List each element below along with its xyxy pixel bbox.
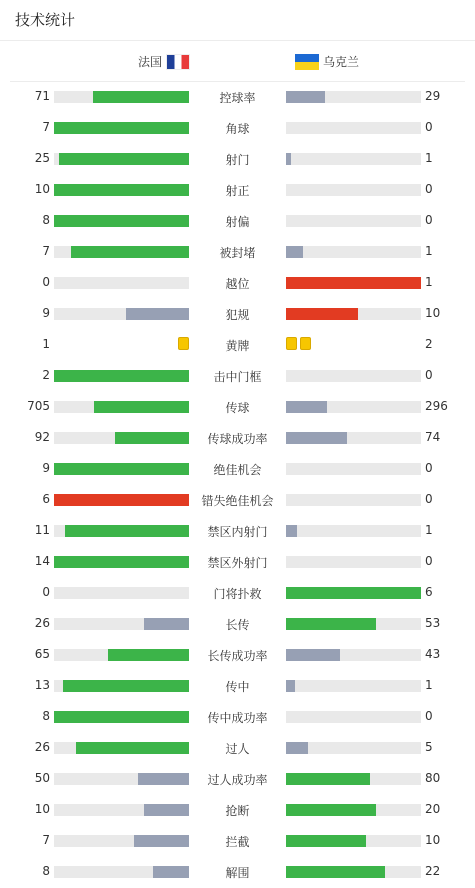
home-stat-value: 10 [34, 182, 50, 196]
stat-row [0, 795, 475, 826]
home-stat-bar-track [54, 370, 189, 382]
home-stat-bar-track [54, 711, 189, 723]
home-stat-bar-track [54, 680, 189, 692]
home-stat-value: 0 [42, 275, 50, 289]
home-stat-bar-track [54, 556, 189, 568]
stat-row [0, 857, 475, 888]
france-flag-icon [166, 54, 190, 70]
stat-row [0, 175, 475, 206]
page-header [0, 0, 475, 41]
away-stat-value: 22 [425, 864, 441, 878]
away-stat-value: 1 [425, 275, 433, 289]
away-stat-bar-track [286, 277, 421, 289]
away-stat-value: 0 [425, 368, 433, 382]
away-stat-bar [286, 277, 421, 289]
stat-label: 黄牌 [225, 339, 250, 353]
away-stat-bar-track [286, 866, 421, 878]
home-stat-bar-track [54, 184, 189, 196]
away-stat-bar-track [286, 184, 421, 196]
home-stat-bar-track [54, 587, 189, 599]
stat-row [0, 392, 475, 423]
away-stat-value: 29 [425, 89, 441, 103]
home-stat-value: 50 [34, 771, 50, 785]
away-stat-bar-track [286, 556, 421, 568]
away-stat-bar [286, 835, 366, 847]
stat-row [0, 268, 475, 299]
stat-row [0, 82, 475, 113]
home-stat-value: 7 [42, 244, 50, 258]
home-stat-value: 6 [42, 492, 50, 506]
home-stat-bar [94, 401, 189, 413]
away-stat-bar-track [286, 742, 421, 754]
home-stat-value: 8 [42, 864, 50, 878]
stat-label: 抢断 [225, 804, 250, 818]
stat-row [0, 423, 475, 454]
away-stat-bar-track [286, 308, 421, 320]
home-stat-value: 0 [42, 585, 50, 599]
away-stat-value: 0 [425, 709, 433, 723]
away-stat-bar [286, 246, 303, 258]
stat-row [0, 113, 475, 144]
stat-label: 禁区内射门 [207, 525, 268, 539]
stat-row [0, 485, 475, 516]
stat-label: 控球率 [219, 91, 256, 105]
stat-label: 长传成功率 [207, 649, 268, 663]
away-stat-value: 10 [425, 833, 441, 847]
home-stat-bar-track [54, 866, 189, 878]
stat-label: 错失绝佳机会 [201, 494, 274, 508]
away-stat-bar [286, 804, 376, 816]
home-stat-bar-track [54, 773, 189, 785]
home-stat-bar-track [54, 153, 189, 165]
away-stat-value: 1 [425, 151, 433, 165]
stat-row [0, 764, 475, 795]
home-stat-bar [76, 742, 189, 754]
stat-row [0, 361, 475, 392]
away-stat-bar [286, 587, 421, 599]
stat-row [0, 237, 475, 268]
page-title: 技术统计 [15, 11, 76, 29]
home-stat-value: 65 [34, 647, 50, 661]
away-stat-value: 43 [425, 647, 441, 661]
stat-label: 门将扑救 [213, 587, 262, 601]
away-stat-bar-track [286, 432, 421, 444]
stat-label: 犯规 [225, 308, 250, 322]
home-stat-value: 71 [34, 89, 50, 103]
away-stat-bar [286, 308, 358, 320]
home-stat-bar [54, 711, 189, 723]
away-stat-bar-track [286, 773, 421, 785]
stat-label: 被封堵 [219, 246, 256, 260]
away-stat-value: 0 [425, 120, 433, 134]
home-stat-value: 7 [42, 120, 50, 134]
home-stat-bar [134, 835, 189, 847]
home-stat-bar [144, 618, 189, 630]
home-stat-bar [71, 246, 189, 258]
stat-label: 过人 [225, 742, 250, 756]
away-stat-value: 296 [425, 399, 448, 413]
home-stat-bar-track [54, 277, 189, 289]
away-stat-value: 1 [425, 244, 433, 258]
away-stat-value: 0 [425, 492, 433, 506]
away-stat-bar-track [286, 804, 421, 816]
away-stat-bar-track [286, 153, 421, 165]
home-stat-bar [138, 773, 189, 785]
away-stat-bar-track [286, 246, 421, 258]
stat-row [0, 640, 475, 671]
yellow-card-icon [286, 337, 297, 350]
away-stat-bar-track [286, 711, 421, 723]
stat-row [0, 671, 475, 702]
stat-label: 过人成功率 [207, 773, 268, 787]
home-stat-bar-track [54, 804, 189, 816]
home-stat-bar [59, 153, 189, 165]
stat-label: 禁区外射门 [207, 556, 268, 570]
stat-row [0, 206, 475, 237]
home-stat-bar [63, 680, 189, 692]
stat-label: 传球成功率 [207, 432, 268, 446]
away-stat-bar-track [286, 215, 421, 227]
home-stat-bar-track [54, 401, 189, 413]
stat-label: 传中成功率 [207, 711, 268, 725]
home-stat-value: 9 [42, 306, 50, 320]
away-stat-bar [286, 153, 291, 165]
away-stat-bar-track [286, 835, 421, 847]
away-stat-bar [286, 680, 295, 692]
stat-row [0, 826, 475, 857]
home-stat-bar-track [54, 494, 189, 506]
away-stat-value: 1 [425, 523, 433, 537]
away-stat-bar [286, 91, 325, 103]
stat-label: 角球 [225, 122, 250, 136]
home-stat-bar [54, 122, 189, 134]
away-stat-bar-track [286, 463, 421, 475]
stat-row [0, 578, 475, 609]
away-stat-bar-track [286, 680, 421, 692]
away-stat-bar-track [286, 370, 421, 382]
away-stat-value: 0 [425, 182, 433, 196]
away-stat-bar-track [286, 122, 421, 134]
away-stat-value: 74 [425, 430, 441, 444]
away-stat-bar-track [286, 401, 421, 413]
home-stat-value: 8 [42, 709, 50, 723]
away-stat-value: 5 [425, 740, 433, 754]
away-stat-bar [286, 866, 385, 878]
home-stat-bar-track [54, 432, 189, 444]
home-stat-bar [54, 215, 189, 227]
home-yellow-cards [178, 337, 189, 351]
home-stat-bar [153, 866, 189, 878]
away-yellow-cards [286, 337, 311, 351]
home-stat-bar-track [54, 835, 189, 847]
away-stat-value: 10 [425, 306, 441, 320]
away-stat-value: 20 [425, 802, 441, 816]
stat-label: 射正 [225, 184, 250, 198]
away-stat-bar-track [286, 494, 421, 506]
home-stat-bar [54, 494, 189, 506]
home-stat-bar-track [54, 122, 189, 134]
home-stat-value: 25 [34, 151, 50, 165]
away-team [291, 53, 359, 70]
home-stat-value: 26 [34, 616, 50, 630]
home-stat-bar [54, 556, 189, 568]
home-stat-bar [93, 91, 189, 103]
home-stat-bar-track [54, 742, 189, 754]
home-stat-value: 2 [42, 368, 50, 382]
home-stat-bar [54, 184, 189, 196]
stat-label: 传球 [225, 401, 250, 415]
away-stat-value: 0 [425, 461, 433, 475]
stat-row [0, 733, 475, 764]
home-stat-value: 14 [34, 554, 50, 568]
away-stat-bar [286, 742, 308, 754]
home-stat-value: 13 [34, 678, 50, 692]
home-stat-value: 26 [34, 740, 50, 754]
stat-label: 越位 [225, 277, 250, 291]
yellow-card-icon [300, 337, 311, 350]
away-stat-bar [286, 618, 376, 630]
away-stat-bar [286, 401, 327, 413]
away-stat-bar-track [286, 587, 421, 599]
stat-label: 长传 [225, 618, 250, 632]
home-stat-value: 11 [34, 523, 50, 537]
away-stat-value: 2 [425, 337, 433, 351]
away-stat-value: 6 [425, 585, 433, 599]
stat-row [0, 144, 475, 175]
home-team [138, 53, 194, 70]
home-stat-bar-track [54, 618, 189, 630]
away-stat-bar-track [286, 91, 421, 103]
away-stat-bar-track [286, 618, 421, 630]
home-stat-value: 92 [34, 430, 50, 444]
home-stat-bar [144, 804, 189, 816]
stat-label: 绝佳机会 [213, 463, 262, 477]
away-stat-value: 1 [425, 678, 433, 692]
home-stat-bar-track [54, 215, 189, 227]
home-stat-value: 1 [42, 337, 50, 351]
stat-label: 射偏 [225, 215, 250, 229]
away-team-name: 乌克兰 [323, 55, 360, 69]
stat-row [0, 547, 475, 578]
home-stat-bar-track [54, 525, 189, 537]
stat-row [0, 609, 475, 640]
home-stat-value: 9 [42, 461, 50, 475]
stat-label: 传中 [225, 680, 250, 694]
stat-row [0, 702, 475, 733]
home-team-name: 法国 [138, 55, 163, 69]
stat-label: 击中门框 [213, 370, 262, 384]
stat-row [0, 330, 475, 361]
away-stat-value: 0 [425, 213, 433, 227]
home-stat-bar [65, 525, 189, 537]
yellow-card-icon [178, 337, 189, 350]
ukraine-flag-icon [295, 54, 319, 70]
home-stat-bar-track [54, 463, 189, 475]
away-stat-value: 0 [425, 554, 433, 568]
home-stat-bar-track [54, 246, 189, 258]
home-stat-bar [126, 308, 189, 320]
away-stat-value: 53 [425, 616, 441, 630]
away-stat-bar [286, 773, 370, 785]
home-stat-bar [54, 463, 189, 475]
home-stat-bar [108, 649, 189, 661]
stat-row [0, 454, 475, 485]
stat-label: 解围 [225, 866, 250, 880]
stat-label: 射门 [225, 153, 250, 167]
away-stat-value: 80 [425, 771, 441, 785]
home-stat-bar-track [54, 91, 189, 103]
away-stat-bar [286, 525, 297, 537]
away-stat-bar-track [286, 649, 421, 661]
home-stat-bar-track [54, 649, 189, 661]
team-header-row [10, 41, 465, 82]
away-stat-bar-track [286, 525, 421, 537]
home-stat-value: 705 [27, 399, 50, 413]
away-stat-bar [286, 432, 347, 444]
home-stat-value: 8 [42, 213, 50, 227]
home-stat-value: 10 [34, 802, 50, 816]
home-stat-bar-track [54, 308, 189, 320]
stat-row [0, 516, 475, 547]
away-stat-bar [286, 649, 340, 661]
home-stat-value: 7 [42, 833, 50, 847]
stat-label: 拦截 [225, 835, 250, 849]
stat-row [0, 299, 475, 330]
home-stat-bar [115, 432, 189, 444]
home-stat-bar [54, 370, 189, 382]
